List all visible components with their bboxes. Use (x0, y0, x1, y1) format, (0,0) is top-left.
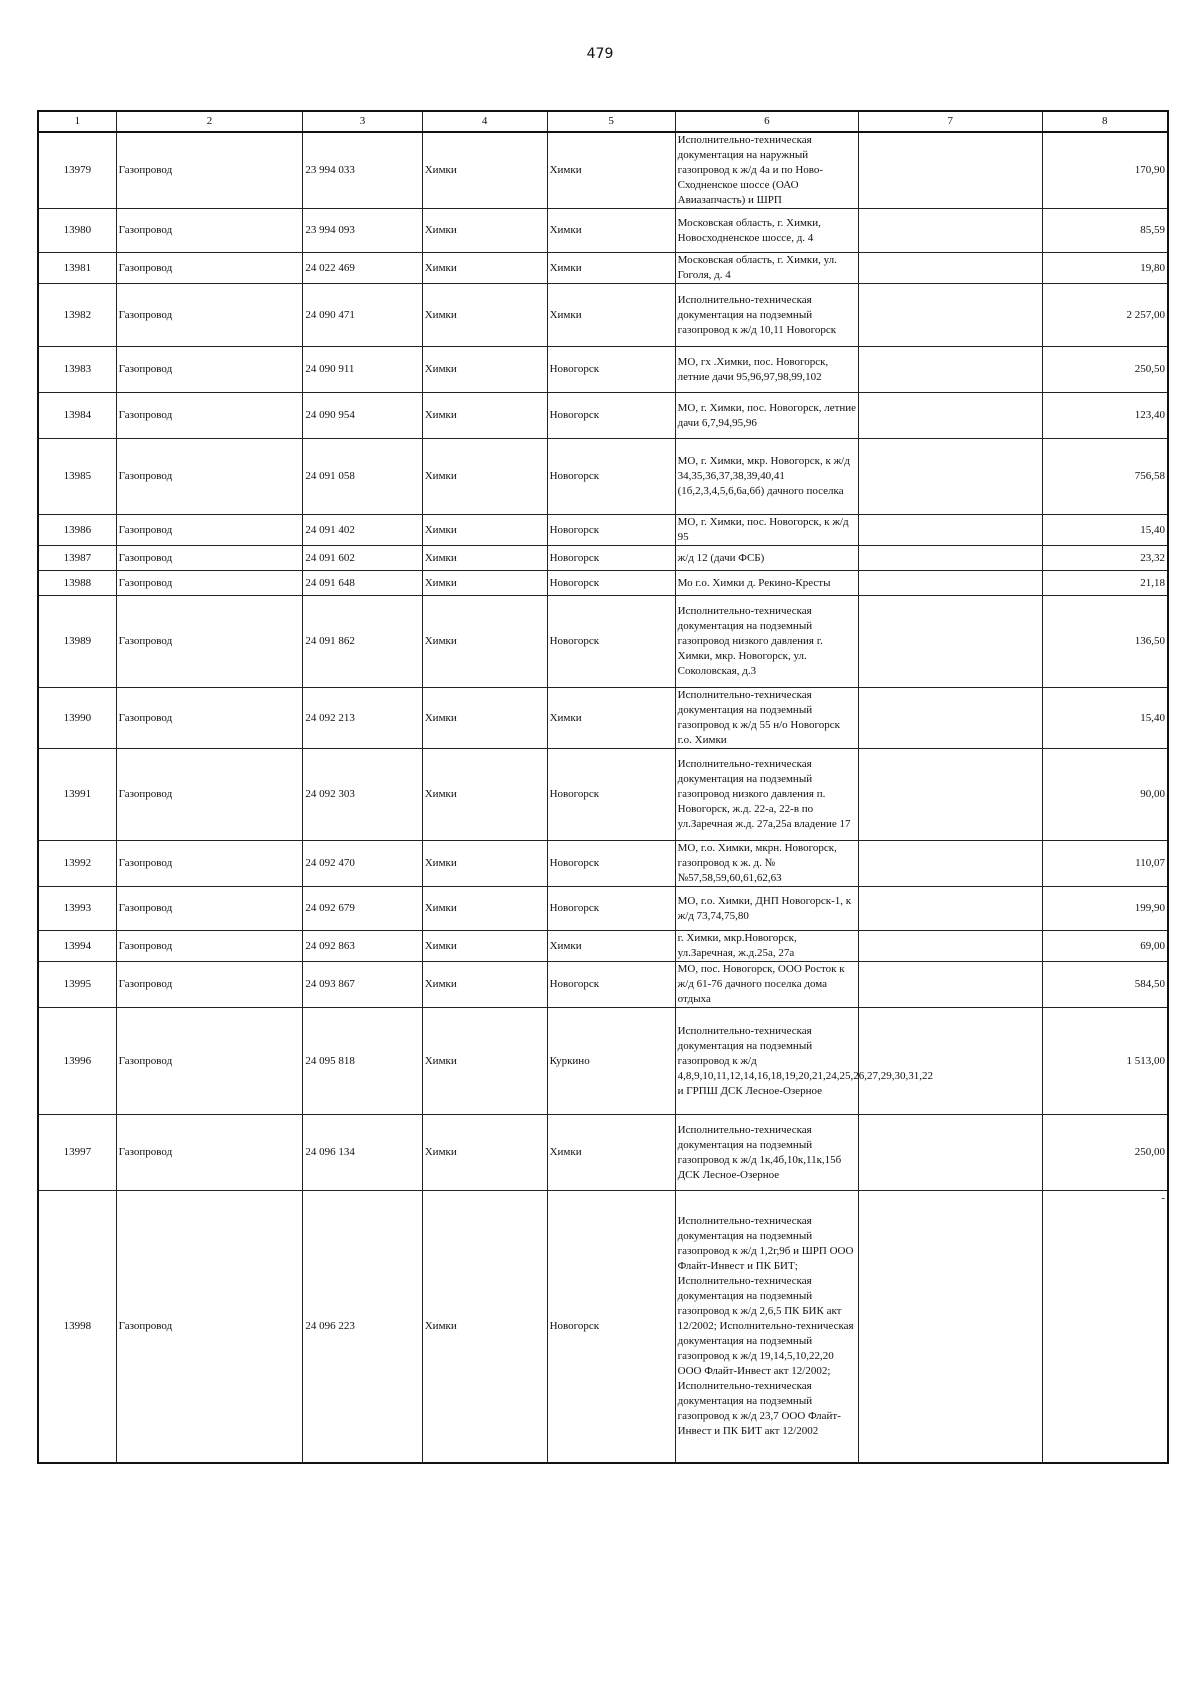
table-row (38, 132, 1168, 209)
table-row (38, 1115, 1168, 1191)
row-number-cell: 13982 (38, 284, 116, 347)
object-value-cell: 584,50 (1042, 962, 1168, 1008)
object-description-cell: Мо г.о. Химки д. Рекино-Кресты (675, 571, 858, 596)
inventory-code-cell: 24 092 470 (303, 841, 422, 887)
object-value-cell: 756,58 (1042, 439, 1168, 515)
inventory-code-cell: 24 091 058 (303, 439, 422, 515)
table-row (38, 546, 1168, 571)
page-number: 479 (586, 46, 614, 62)
object-name-cell: Газопровод (116, 284, 303, 347)
district-cell: Химки (422, 688, 547, 749)
object-name-cell: Газопровод (116, 515, 303, 546)
district-cell: Химки (422, 1115, 547, 1191)
table-row (38, 688, 1168, 749)
note-cell (859, 546, 1042, 571)
inventory-code-cell: 24 091 402 (303, 515, 422, 546)
object-description-cell: Исполнительно-техническая документация на подземный газопровод к ж/д 1,2г,9б и ШРП ООО Флайт-Инвест и ПК БИТ; Исполнительно-техническая документация на подземный газопровод к ж/д 2,6,5 ПК БИК акт 12/2002; Исполнительно-техническая документация на подземный газопровод к ж/д 19,14,5,10,22,20 ООО Флайт-Инвест акт 12/2002; Исполнительно-техническая документация на подземный газопровод к ж/д 23,7 ООО Флайт-Инвест и ПК БИТ акт 12/2002 (675, 1191, 858, 1463)
inventory-code-cell: 23 994 033 (303, 132, 422, 209)
note-cell (859, 393, 1042, 439)
column-header: 1 (38, 111, 116, 132)
row-number-cell: 13995 (38, 962, 116, 1008)
table-row (38, 596, 1168, 688)
note-cell (859, 931, 1042, 962)
object-name-cell: Газопровод (116, 546, 303, 571)
note-cell (859, 439, 1042, 515)
note-cell (859, 347, 1042, 393)
district-cell: Химки (422, 253, 547, 284)
row-number-cell: 13989 (38, 596, 116, 688)
locality-cell: Химки (547, 253, 675, 284)
row-number-cell: 13979 (38, 132, 116, 209)
object-value-cell: 90,00 (1042, 749, 1168, 841)
object-description-cell: МО, г. Химки, пос. Новогорск, к ж/д 95 (675, 515, 858, 546)
district-cell: Химки (422, 1008, 547, 1115)
object-description-cell: МО, г.о. Химки, ДНП Новогорск-1, к ж/д 73,74,75,80 (675, 887, 858, 931)
locality-cell: Куркино (547, 1008, 675, 1115)
object-value-cell: 85,59 (1042, 209, 1168, 253)
row-number-cell: 13985 (38, 439, 116, 515)
district-cell: Химки (422, 749, 547, 841)
object-description-cell: Московская область, г. Химки, Новосходненское шоссе, д. 4 (675, 209, 858, 253)
inventory-code-cell: 24 095 818 (303, 1008, 422, 1115)
row-number-cell: 13983 (38, 347, 116, 393)
row-number-cell: 13984 (38, 393, 116, 439)
object-description-cell: Исполнительно-техническая документация на подземный газопровод к ж/д 1к,4б,10к,11к,15б ДСК Лесное-Озерное (675, 1115, 858, 1191)
note-cell (859, 1191, 1042, 1463)
note-cell (859, 887, 1042, 931)
row-number-cell: 13980 (38, 209, 116, 253)
inventory-code-cell: 24 090 911 (303, 347, 422, 393)
note-cell (859, 571, 1042, 596)
object-name-cell: Газопровод (116, 347, 303, 393)
object-name-cell: Газопровод (116, 571, 303, 596)
table-row (38, 1008, 1168, 1115)
locality-cell: Новогорск (547, 546, 675, 571)
column-header: 7 (859, 111, 1042, 132)
inventory-code-cell: 24 092 863 (303, 931, 422, 962)
locality-cell: Новогорск (547, 841, 675, 887)
object-value-cell: 1 513,00 (1042, 1008, 1168, 1115)
table-row (38, 841, 1168, 887)
object-value-cell: 15,40 (1042, 688, 1168, 749)
table-row (38, 962, 1168, 1008)
object-value-cell: 170,90 (1042, 132, 1168, 209)
note-cell (859, 253, 1042, 284)
inventory-code-cell: 24 090 471 (303, 284, 422, 347)
object-value-cell: 19,80 (1042, 253, 1168, 284)
table-row (38, 931, 1168, 962)
district-cell: Химки (422, 284, 547, 347)
object-name-cell: Газопровод (116, 931, 303, 962)
district-cell: Химки (422, 962, 547, 1008)
object-value-cell: 23,32 (1042, 546, 1168, 571)
note-cell (859, 1008, 1042, 1115)
locality-cell: Химки (547, 209, 675, 253)
note-cell (859, 962, 1042, 1008)
column-header: 5 (547, 111, 675, 132)
inventory-code-cell: 24 090 954 (303, 393, 422, 439)
column-header: 3 (303, 111, 422, 132)
column-header: 6 (675, 111, 858, 132)
inventory-code-cell: 24 092 679 (303, 887, 422, 931)
note-cell (859, 515, 1042, 546)
object-description-cell: МО, г. Химки, пос. Новогорск, летние дачи 6,7,94,95,96 (675, 393, 858, 439)
object-description-cell: г. Химки, мкр.Новогорск, ул.Заречная, ж.д.25а, 27а (675, 931, 858, 962)
object-name-cell: Газопровод (116, 688, 303, 749)
table-row (38, 347, 1168, 393)
object-name-cell: Газопровод (116, 1008, 303, 1115)
locality-cell: Новогорск (547, 515, 675, 546)
object-value-cell: 123,40 (1042, 393, 1168, 439)
locality-cell: Новогорск (547, 347, 675, 393)
row-number-cell: 13990 (38, 688, 116, 749)
object-name-cell: Газопровод (116, 253, 303, 284)
row-number-cell: 13994 (38, 931, 116, 962)
table-row (38, 439, 1168, 515)
object-name-cell: Газопровод (116, 1115, 303, 1191)
object-description-cell: МО, пос. Новогорск, ООО Росток к ж/д 61-76 дачного поселка дома отдыха (675, 962, 858, 1008)
locality-cell: Новогорск (547, 596, 675, 688)
column-header: 4 (422, 111, 547, 132)
row-number-cell: 13988 (38, 571, 116, 596)
inventory-code-cell: 24 091 648 (303, 571, 422, 596)
district-cell: Химки (422, 1191, 547, 1463)
district-cell: Химки (422, 515, 547, 546)
object-name-cell: Газопровод (116, 209, 303, 253)
object-name-cell: Газопровод (116, 749, 303, 841)
district-cell: Химки (422, 209, 547, 253)
district-cell: Химки (422, 931, 547, 962)
column-header: 8 (1042, 111, 1168, 132)
object-value-cell: - (1042, 1191, 1168, 1463)
object-value-cell: 250,50 (1042, 347, 1168, 393)
object-value-cell: 199,90 (1042, 887, 1168, 931)
district-cell: Химки (422, 887, 547, 931)
note-cell (859, 688, 1042, 749)
object-value-cell: 2 257,00 (1042, 284, 1168, 347)
note-cell (859, 284, 1042, 347)
object-name-cell: Газопровод (116, 1191, 303, 1463)
locality-cell: Химки (547, 132, 675, 209)
object-value-cell: 69,00 (1042, 931, 1168, 962)
locality-cell: Химки (547, 1115, 675, 1191)
object-name-cell: Газопровод (116, 393, 303, 439)
object-name-cell: Газопровод (116, 439, 303, 515)
object-name-cell: Газопровод (116, 962, 303, 1008)
note-cell (859, 1115, 1042, 1191)
note-cell (859, 132, 1042, 209)
district-cell: Химки (422, 347, 547, 393)
district-cell: Химки (422, 132, 547, 209)
object-name-cell: Газопровод (116, 887, 303, 931)
inventory-code-cell: 24 092 303 (303, 749, 422, 841)
locality-cell: Новогорск (547, 439, 675, 515)
table-row (38, 887, 1168, 931)
note-cell (859, 841, 1042, 887)
inventory-code-cell: 24 091 602 (303, 546, 422, 571)
row-number-cell: 13997 (38, 1115, 116, 1191)
inventory-code-cell: 23 994 093 (303, 209, 422, 253)
object-value-cell: 136,50 (1042, 596, 1168, 688)
column-header: 2 (116, 111, 303, 132)
locality-cell: Химки (547, 688, 675, 749)
note-cell (859, 749, 1042, 841)
object-description-cell: Исполнительно-техническая документация на подземный газопровод низкого давления п. Новогорск, ж.д. 22-а, 22-в по ул.Заречная ж.д. 27а,25а владение 17 (675, 749, 858, 841)
district-cell: Химки (422, 546, 547, 571)
row-number-cell: 13992 (38, 841, 116, 887)
object-value-cell: 15,40 (1042, 515, 1168, 546)
table-row (38, 209, 1168, 253)
district-cell: Химки (422, 393, 547, 439)
row-number-cell: 13991 (38, 749, 116, 841)
locality-cell: Новогорск (547, 962, 675, 1008)
table-row (38, 749, 1168, 841)
district-cell: Химки (422, 841, 547, 887)
row-number-cell: 13987 (38, 546, 116, 571)
locality-cell: Новогорск (547, 393, 675, 439)
row-number-cell: 13996 (38, 1008, 116, 1115)
object-name-cell: Газопровод (116, 841, 303, 887)
locality-cell: Новогорск (547, 887, 675, 931)
object-description-cell: Исполнительно-техническая документация на наружный газопровод к ж/д 4а и по Ново-Сходненское шоссе (ОАО Авиазапчасть) и ШРП (675, 132, 858, 209)
inventory-code-cell: 24 096 223 (303, 1191, 422, 1463)
locality-cell: Химки (547, 931, 675, 962)
district-cell: Химки (422, 439, 547, 515)
object-description-cell: ж/д 12 (дачи ФСБ) (675, 546, 858, 571)
object-description-cell: Исполнительно-техническая документация на подземный газопровод к ж/д 55 н/о Новогорск г.о. Химки (675, 688, 858, 749)
row-number-cell: 13993 (38, 887, 116, 931)
object-value-cell: 110,07 (1042, 841, 1168, 887)
object-name-cell: Газопровод (116, 132, 303, 209)
inventory-code-cell: 24 091 862 (303, 596, 422, 688)
object-description-cell: Московская область, г. Химки, ул. Гоголя, д. 4 (675, 253, 858, 284)
object-description-cell: Исполнительно-техническая документация на подземный газопровод к ж/д 10,11 Новогорск (675, 284, 858, 347)
object-description-cell: МО, гх .Химки, пос. Новогорск, летние дачи 95,96,97,98,99,102 (675, 347, 858, 393)
object-description-cell: Исполнительно-техническая документация на подземный газопровод к ж/д 4,8,9,10,11,12,14,16,18,19,20,21,24,25,26,27,29,30,31,22 и ГРПШ ДСК Лесное-Озерное (675, 1008, 858, 1115)
object-description-cell: МО, г.о. Химки, мкрн. Новогорск, газопровод к ж. д. №№57,58,59,60,61,62,63 (675, 841, 858, 887)
object-value-cell: 250,00 (1042, 1115, 1168, 1191)
registry-table (37, 110, 1169, 1464)
table-row (38, 1191, 1168, 1463)
inventory-code-cell: 24 096 134 (303, 1115, 422, 1191)
inventory-code-cell: 24 092 213 (303, 688, 422, 749)
row-number-cell: 13981 (38, 253, 116, 284)
object-value-cell: 21,18 (1042, 571, 1168, 596)
note-cell (859, 209, 1042, 253)
table-row (38, 253, 1168, 284)
district-cell: Химки (422, 571, 547, 596)
inventory-code-cell: 24 022 469 (303, 253, 422, 284)
note-cell (859, 596, 1042, 688)
table-row (38, 571, 1168, 596)
locality-cell: Химки (547, 284, 675, 347)
table-row (38, 284, 1168, 347)
inventory-code-cell: 24 093 867 (303, 962, 422, 1008)
row-number-cell: 13998 (38, 1191, 116, 1463)
locality-cell: Новогорск (547, 1191, 675, 1463)
object-description-cell: Исполнительно-техническая документация на подземный газопровод низкого давления г. Химки, мкр. Новогорск, ул. Соколовская, д.3 (675, 596, 858, 688)
row-number-cell: 13986 (38, 515, 116, 546)
district-cell: Химки (422, 596, 547, 688)
object-description-cell: МО, г. Химки, мкр. Новогорск, к ж/д 34,35,36,37,38,39,40,41 (1б,2,3,4,5,6,6а,6б) дачного поселка (675, 439, 858, 515)
locality-cell: Новогорск (547, 749, 675, 841)
locality-cell: Новогорск (547, 571, 675, 596)
object-name-cell: Газопровод (116, 596, 303, 688)
table-row (38, 515, 1168, 546)
table-row (38, 393, 1168, 439)
table-header-row (38, 111, 1168, 132)
